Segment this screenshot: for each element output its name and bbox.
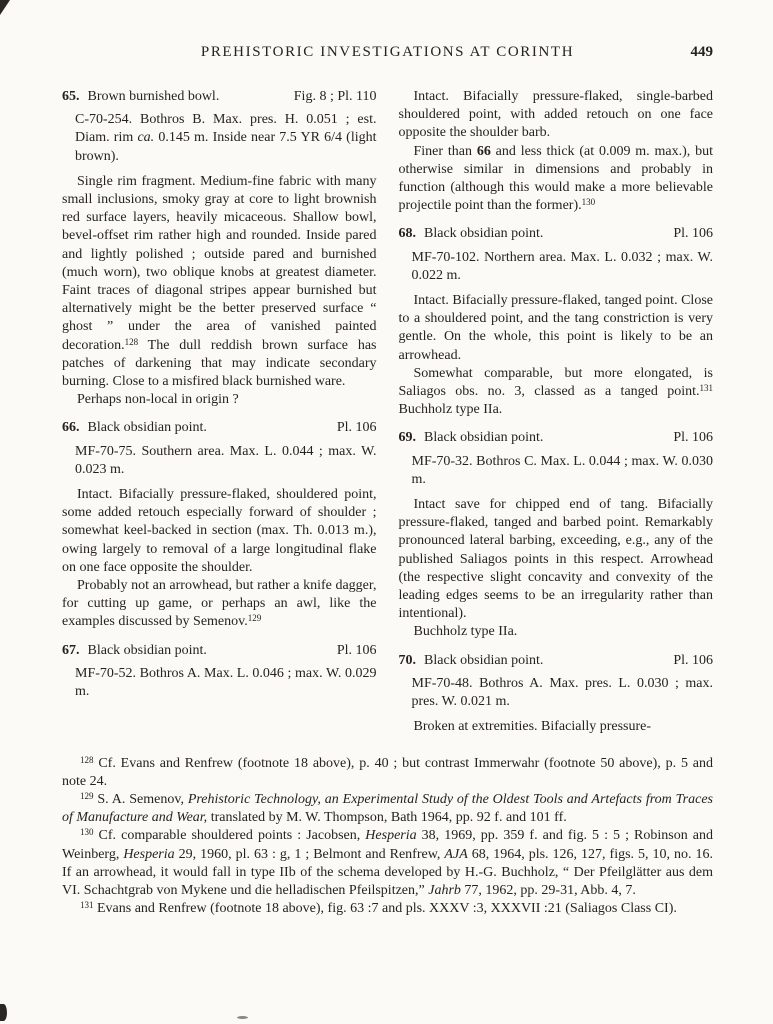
entry-plate-ref: Pl. 106 — [673, 430, 713, 446]
body-paragraph: Finer than 66 and less thick (at 0.009 m. max.), but otherwise similar in dimensions and probably in function (although this would make a more believable projectile point than the former).$^{130}$ — [398, 143, 713, 214]
catalog-line: MF-70-52. Bothros A. Max. L. 0.046 ; max. W. 0.029 m. — [75, 665, 377, 700]
entry-heading — [399, 225, 714, 243]
catalog-line: MF-70-32. Bothros C. Max. L. 0.044 ; max. W. 0.030 m. — [411, 453, 713, 487]
page-number: 449 — [690, 44, 713, 60]
body-paragraph: Probably not an arrowhead, but rather a knife dagger, for cutting up game, or perhaps an awl, like the examples discussed by Semenov.$^{129}$ — [62, 578, 377, 630]
catalog-line: C-70-254. Bothros B. Max. pres. H. 0.051 ; est. Diam. rim ca. 0.145 m. Inside near 7.5 YR 6/4 (light brown). — [75, 112, 377, 164]
catalog-line: MF-70-75. Southern area. Max. L. 0.044 ; max. W. 0.023 m. — [75, 443, 377, 477]
catalog-line: MF-70-102. Northern area. Max. L. 0.032 ; max. W. 0.022 m. — [411, 249, 713, 283]
entry-plate-ref: Pl. 106 — [336, 642, 377, 658]
body-paragraph: Somewhat comparable, but more elongated, is Saliagos obs. no. 3, classed as a tanged point.$^{131}$ Buchholz type IIa. — [398, 365, 713, 418]
text-columns — [62, 88, 713, 737]
body-paragraph: Intact. Bifacially pressure-flaked, tanged point. Close to a shouldered point, and the tang constriction is very gentle. On the whole, this point is likely to be an arrowhead. — [398, 293, 713, 363]
right-column — [399, 88, 714, 737]
entry-heading — [62, 88, 377, 106]
entry-title: Brown burnished bowl. — [87, 89, 220, 104]
page-header — [62, 44, 713, 64]
entry-number: 67. — [62, 642, 80, 658]
entry-number: 65. — [62, 89, 80, 104]
entry-title: Black obsidian point. — [424, 430, 544, 446]
entry-number: 66. — [62, 420, 80, 436]
footnotes-section — [62, 755, 713, 919]
entry-number: 70. — [398, 652, 416, 668]
entry-heading — [62, 419, 377, 437]
entry-plate-ref: Pl. 106 — [673, 226, 713, 242]
entry-plate-ref: Fig. 8 ; Pl. 110 — [293, 89, 377, 104]
entry-title: Black obsidian point. — [424, 652, 544, 668]
footnote-129: $^{129}$ S. A. Semenov, Prehistoric Technology, an Experimental Study of the Oldest Tools and Artefacts from Traces of Manufacture and Wear, translated by M. W. Thompson, Bath 1964, pp. 92 f. and 101 ff. — [62, 790, 713, 826]
entry-heading — [399, 652, 714, 670]
entry-number: 68. — [398, 226, 416, 242]
left-column — [62, 88, 377, 737]
footnote-131: $^{131}$ Evans and Renfrew (footnote 18 above), fig. 63 :7 and pls. XXXV :3, XXXVII :21 (Saliagos Class CI). — [80, 900, 677, 917]
scan-artifact-bottom-dot — [237, 1016, 248, 1019]
body-paragraph: Buchholz type IIa. — [413, 624, 518, 640]
entry-title: Black obsidian point. — [87, 420, 207, 436]
entry-title: Black obsidian point. — [87, 642, 207, 658]
catalog-line: MF-70-48. Bothros A. Max. pres. L. 0.030 ; max. pres. W. 0.021 m. — [411, 675, 713, 710]
footnote-128: $^{128}$ Cf. Evans and Renfrew (footnote 18 above), p. 40 ; but contrast Immerwahr (footnote 50 above), p. 5 and note 24. — [62, 754, 713, 789]
scan-artifact-top-left — [0, 0, 10, 15]
scan-artifact-bottom-left — [0, 1004, 7, 1021]
entry-title: Black obsidian point. — [424, 226, 544, 242]
body-paragraph: Perhaps non-local in origin ? — [77, 392, 239, 408]
running-title: PREHISTORIC INVESTIGATIONS AT CORINTH — [200, 44, 575, 60]
body-paragraph: Intact. Bifacially pressure-flaked, single-barbed shouldered point, with added retouch on one face opposite the shoulder barb. — [398, 89, 713, 141]
entry-plate-ref: Pl. 106 — [673, 652, 713, 668]
footnote-130: $^{130}$ Cf. comparable shouldered points : Jacobsen, Hesperia 38, 1969, pp. 359 f. and fig. 5 : 5 ; Robinson and Weinberg, Hesperia 29, 1960, pl. 63 : g, 1 ; Belmont and Renfrew, AJA 68, 1964, pls. 126, 127, figs. 5, 10, no. 16. If an arrowhead, it would fall in type IIb of the schema developed by H.-G. Buchholz, “ Der Pfeilglätter aus dem VI. Schachtgrab von Mykene und die helladischen Pfeilspitzen,” Jahrb 77, 1962, pp. 29-31, Abb. 4, 7. — [62, 827, 713, 898]
entry-heading — [62, 642, 377, 660]
entry-plate-ref: Pl. 106 — [336, 420, 377, 436]
body-paragraph: Single rim fragment. Medium-fine fabric with many small inclusions, smoky gray at core to light brownish red surface layers, heavily micaceous. Shallow bowl, bevel-offset rim rather high and rounded. Inside pared and lightly polished ; outside pared and burnished (much worn), two oblique knobs at greatest diameter. Faint traces of diagonal stripes appear burnished but alternatively might be the better preserved surface “ ghost ” under the area of vanished painted decoration.$^{128}$ The dull reddish brown surface has patches of darkening that may indicate secondary burning. Close to a misfired black burnished ware. — [62, 173, 377, 390]
entry-heading — [399, 429, 714, 447]
body-paragraph: Broken at extremities. Bifacially pressure- — [413, 719, 652, 735]
entry-number: 69. — [398, 430, 416, 446]
body-paragraph: Intact save for chipped end of tang. Bifacially pressure-flaked, tanged and barbed point. Remarkably pronounced lateral barbing, exceeding, e.g., any of the published Saliagos points in this respect. Arrowhead (the respective slight concavity and convexity of the leading edges seems to be an irregularity rather than intentional). — [398, 497, 713, 622]
body-paragraph: Intact. Bifacially pressure-flaked, shouldered point, some added retouch especially forward of shoulder ; somewhat keel-backed in section (max. Th. 0.013 m.), owing largely to removal of a large longitudinal flake on one face opposite the shoulder. — [62, 487, 377, 575]
